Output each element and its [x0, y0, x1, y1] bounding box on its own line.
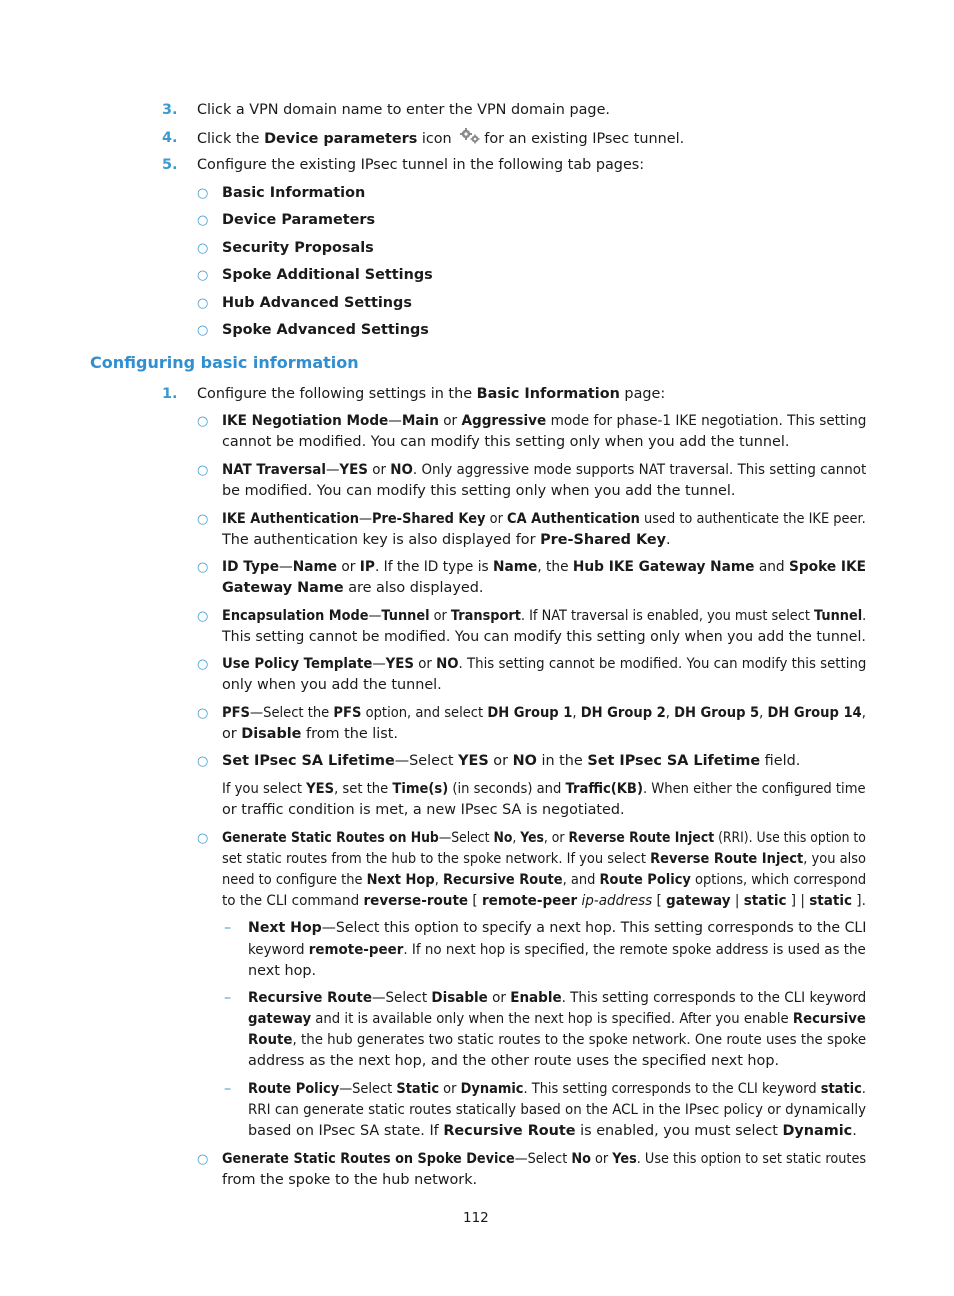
dash: – [224, 990, 232, 1006]
recursive-line-1: Recursive Route—Select Disable or Enable. This setting corresponds to the CLI keyword [248, 990, 867, 1006]
spoke-line-1: Generate Static Routes on Spoke Device—Select No or Yes. Use this option to set static routes [222, 1151, 867, 1167]
lifetime-para-line-1: If you select YES, set the Time(s) (in seconds) and Traffic(KB). When either the configured time [222, 781, 866, 797]
bullet: ○ [197, 512, 209, 527]
bullet: ○ [197, 323, 209, 338]
idtype-line-1: ID Type—Name or IP. If the ID type is Name, the Hub IKE Gateway Name and Spoke IKE [222, 559, 867, 575]
bullet: ○ [197, 241, 209, 256]
encap-line-2: This setting cannot be modified. You can modify this setting only when you add the tunnel. [222, 629, 866, 645]
bullet: ○ [197, 657, 209, 672]
nexthop-line-3: next hop. [248, 963, 317, 979]
nat-line-1: NAT Traversal—YES or NO. Only aggressive mode supports NAT traversal. This setting cannot [222, 462, 867, 478]
recursive-line-3: Route, the hub generates two static routes to the spoke network. One route uses the spoke [248, 1032, 867, 1048]
bullet: ○ [197, 831, 209, 846]
hub-line-4: to the CLI command reverse-route [ remote-peer ip-address [ gateway | static ] | static ]. [222, 893, 866, 909]
recursive-line-4: address as the next hop, and the other route uses the specified next hop. [248, 1053, 780, 1069]
auth-line-1: IKE Authentication—Pre-Shared Key or CA Authentication used to authenticate the IKE peer. [222, 511, 866, 527]
step-number: 1. [162, 386, 178, 402]
lifetime-para-line-2: or traffic condition is met, a new IPsec SA is negotiated. [222, 802, 625, 818]
ike-mode-line-1: IKE Negotiation Mode—Main or Aggressive mode for phase-1 IKE negotiation. This setting [222, 413, 867, 429]
auth-line-2: The authentication key is also displayed for Pre-Shared Key. [222, 532, 671, 548]
routepolicy-line-2: RRI can generate static routes statically based on the ACL in the IPsec policy or dynamically [248, 1102, 866, 1118]
tab-item: Device Parameters [222, 212, 376, 228]
nexthop-line-1: Next Hop—Select this option to specify a next hop. This setting corresponds to the CLI [248, 920, 867, 936]
lifetime-line-1: Set IPsec SA Lifetime—Select YES or NO in the Set IPsec SA Lifetime field. [222, 753, 801, 769]
bullet: ○ [197, 560, 209, 575]
idtype-line-2: Gateway Name are also displayed. [222, 580, 484, 596]
tab-item: Hub Advanced Settings [222, 295, 412, 311]
hub-line-2: set static routes from the hub to the spoke network. If you select Reverse Route Inject, you also [222, 851, 866, 867]
recursive-line-2: gateway and it is available only when the next hop is specified. After you enable Recursive [248, 1011, 866, 1027]
step-number: 5. [162, 157, 178, 173]
bullet: ○ [197, 186, 209, 201]
bullet: ○ [197, 1152, 209, 1167]
bullet: ○ [197, 754, 209, 769]
bullet: ○ [197, 414, 209, 429]
nexthop-line-2: keyword remote-peer. If no next hop is specified, the remote spoke address is used as the [248, 942, 866, 958]
bullet: ○ [197, 609, 209, 624]
hub-line-3: need to configure the Next Hop, Recursive Route, and Route Policy options, which correspond [222, 872, 867, 888]
policy-line-1: Use Policy Template—YES or NO. This setting cannot be modified. You can modify this setting [222, 656, 867, 672]
bullet: ○ [197, 296, 209, 311]
tab-item: Spoke Additional Settings [222, 267, 433, 283]
tab-item: Security Proposals [222, 240, 374, 256]
step-5-text: Configure the existing IPsec tunnel in the following tab pages: [197, 157, 645, 173]
encap-line-1: Encapsulation Mode—Tunnel or Transport. If NAT traversal is enabled, you must select Tunnel. [222, 608, 867, 624]
nat-line-2: be modified. You can modify this setting only when you add the tunnel. [222, 483, 736, 499]
step-4-text: Click the Device parameters icon for an existing IPsec tunnel. [197, 128, 684, 150]
tab-item: Basic Information [222, 185, 366, 201]
section-heading: Configuring basic information [90, 353, 359, 372]
step-number: 3. [162, 102, 178, 118]
routepolicy-line-1: Route Policy—Select Static or Dynamic. This setting corresponds to the CLI keyword static. [248, 1081, 866, 1097]
step-3-text: Click a VPN domain name to enter the VPN domain page. [197, 102, 610, 118]
policy-line-2: only when you add the tunnel. [222, 677, 442, 693]
spoke-line-2: from the spoke to the hub network. [222, 1172, 478, 1188]
dash: – [224, 920, 232, 936]
bullet: ○ [197, 268, 209, 283]
bullet: ○ [197, 213, 209, 228]
step-1-text: Configure the following settings in the Basic Information page: [197, 386, 666, 402]
bullet: ○ [197, 463, 209, 478]
gears-icon [460, 128, 482, 144]
hub-line-1: Generate Static Routes on Hub—Select No, Yes, or Reverse Route Inject (RRI). Use this option to [222, 830, 866, 846]
page-number: 112 [463, 1210, 489, 1226]
pfs-line-1: PFS—Select the PFS option, and select DH Group 1, DH Group 2, DH Group 5, DH Group 14, [222, 705, 866, 721]
bullet: ○ [197, 706, 209, 721]
tab-item: Spoke Advanced Settings [222, 322, 429, 338]
pfs-line-2: or Disable from the list. [222, 726, 398, 742]
dash: – [224, 1081, 232, 1097]
step-number: 4. [162, 130, 178, 146]
routepolicy-line-3: based on IPsec SA state. If Recursive Route is enabled, you must select Dynamic. [248, 1123, 857, 1139]
ike-mode-line-2: cannot be modified. You can modify this setting only when you add the tunnel. [222, 434, 790, 450]
